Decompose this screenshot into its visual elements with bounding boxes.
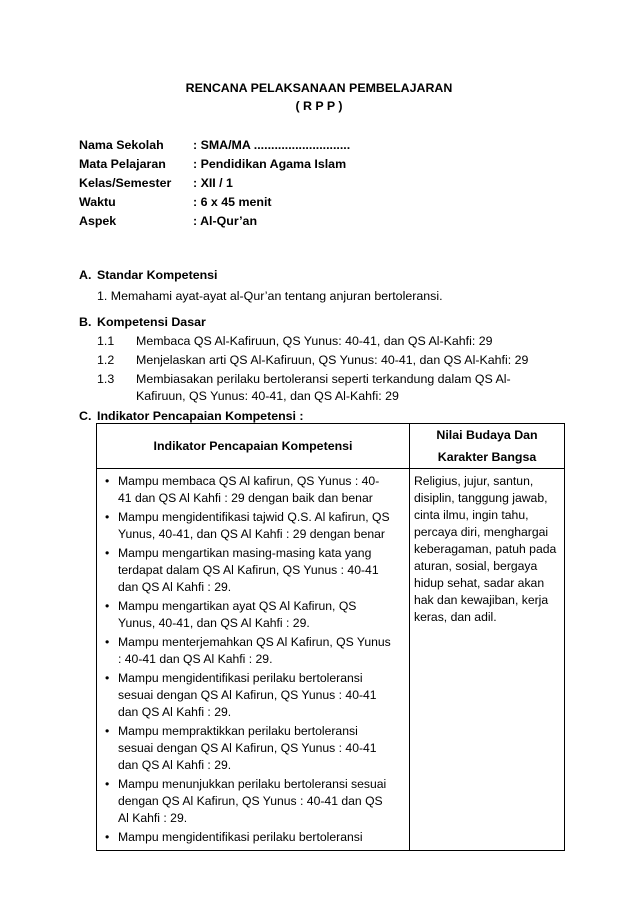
kd-text: Membiasakan perilaku bertoleransi seperti terkandung dalam QS Al-: [136, 372, 511, 386]
section-b-heading: [79, 315, 206, 329]
indicator-item: [97, 670, 409, 721]
section-b-title: Kompetensi Dasar: [97, 315, 206, 329]
kd-text: Membaca QS Al-Kafiruun, QS Yunus: 40-41, dan QS Al-Kahfi: 29: [136, 334, 493, 348]
indicator-line: Mampu menunjukkan perilaku bertoleransi sesuai: [118, 777, 387, 791]
label-mata-pelajaran: Mata Pelajaran: [79, 157, 166, 171]
indicator-item: [97, 829, 409, 846]
section-a-letter: A.: [79, 268, 92, 282]
indicator-line: Mampu mengartikan masing-masing kata yang: [118, 546, 372, 560]
label-nama-sekolah: Nama Sekolah: [79, 138, 164, 152]
nilai-line: keras, dan adil.: [414, 610, 497, 624]
bullet-icon: •: [105, 777, 110, 791]
bullet-icon: •: [105, 546, 110, 560]
indicator-line: dan QS Al Kahfi : 29.: [118, 580, 232, 594]
indicator-table: [96, 423, 565, 851]
indicator-line: Mampu menterjemahkan QS Al Kafirun, QS Yunus: [118, 635, 391, 649]
label-aspek: Aspek: [79, 214, 117, 228]
section-b-letter: B.: [79, 315, 92, 329]
indicator-item: [97, 545, 409, 596]
indicator-line: Mampu mengidentifikasi perilaku bertoleransi: [118, 830, 363, 844]
standar-kompetensi-item: 1. Memahami ayat-ayat al-Qur’an tentang anjuran bertoleransi.: [97, 289, 443, 303]
document-subtitle: ( R P P ): [295, 99, 343, 113]
value-aspek: : Al-Qur’an: [193, 214, 258, 228]
indicator-line: 41 dan QS Al Kahfi : 29 dengan baik dan benar: [118, 491, 373, 505]
indicator-line: sesuai dengan QS Al Kafirun, QS Yunus : 40-41: [118, 741, 377, 755]
nilai-line: Religius, jujur, santun,: [414, 474, 534, 488]
indicator-item: [97, 776, 409, 827]
indicator-line: dengan QS Al Kafirun, QS Yunus : 40-41 dan QS: [118, 794, 383, 808]
indicator-line: Mampu mengidentifikasi tajwid Q.S. Al kafirun, QS: [118, 510, 390, 524]
nilai-cell: [410, 469, 565, 851]
value-waktu: : 6 x 45 menit: [193, 195, 272, 209]
table-body-row: [97, 469, 565, 851]
indicator-line: Mampu membaca QS Al kafirun, QS Yunus : 40-: [118, 474, 380, 488]
section-c-heading: [79, 409, 304, 423]
indicator-line: Yunus, 40-41, dan QS Al Kahfi : 29 dengan benar: [118, 527, 385, 541]
bullet-icon: •: [105, 474, 110, 488]
table-header-row: [97, 424, 565, 469]
nilai-line: disiplin, tanggung jawab,: [414, 491, 548, 505]
header-nilai-budaya: [410, 424, 565, 469]
nilai-line: percaya diri, menghargai: [414, 525, 549, 539]
value-kelas-semester: : XII / 1: [193, 176, 233, 190]
bullet-icon: •: [105, 724, 110, 738]
nilai-line: hidup sehat, sadar akan: [414, 576, 545, 590]
nilai-text: [410, 469, 564, 626]
bullet-icon: •: [105, 510, 110, 524]
indicator-item: [97, 509, 409, 543]
kd-text-continued: Kafiruun, QS Yunus: 40-41, dan QS Al-Kahfi: 29: [136, 389, 399, 403]
section-a-heading: [79, 268, 218, 282]
value-nama-sekolah: : SMA/MA ............................: [193, 138, 351, 152]
section-c-title: Indikator Pencapaian Kompetensi :: [97, 409, 304, 423]
indicator-item: [97, 473, 409, 507]
bullet-icon: •: [105, 671, 110, 685]
kd-number: 1.1: [97, 334, 115, 348]
bullet-icon: •: [105, 635, 110, 649]
indicator-line: dan QS Al Kahfi : 29.: [118, 705, 232, 719]
kd-number: 1.3: [97, 372, 115, 386]
indicator-line: Al Kahfi : 29.: [118, 811, 188, 825]
bullet-icon: •: [105, 599, 110, 613]
indicator-line: Yunus, 40-41, dan QS Al Kahfi : 29.: [118, 616, 310, 630]
indicator-item: [97, 634, 409, 668]
indicator-item: [97, 598, 409, 632]
value-mata-pelajaran: : Pendidikan Agama Islam: [193, 157, 347, 171]
indicator-line: : 40-41 dan QS Al Kahfi : 29.: [118, 652, 273, 666]
document-title: RENCANA PELAKSANAAN PEMBELAJARAN: [185, 81, 453, 95]
header-nilai-line1: Nilai Budaya Dan: [436, 428, 538, 442]
indicator-line: sesuai dengan QS Al Kafirun, QS Yunus : 40-41: [118, 688, 377, 702]
indicator-list: [97, 469, 409, 850]
nilai-line: keberagaman, patuh pada: [414, 542, 557, 556]
indicator-line: Mampu mengartikan ayat QS Al Kafirun, QS: [118, 599, 357, 613]
section-a-title: Standar Kompetensi: [97, 268, 218, 282]
header-indikator: Indikator Pencapaian Kompetensi: [97, 424, 410, 469]
nilai-line: aturan, sosial, bergaya: [414, 559, 538, 573]
bullet-icon: •: [105, 830, 110, 844]
indicator-item: [97, 723, 409, 774]
kd-text: Menjelaskan arti QS Al-Kafiruun, QS Yunus: 40-41, dan QS Al-Kahfi: 29: [136, 353, 529, 367]
kd-number: 1.2: [97, 353, 115, 367]
label-waktu: Waktu: [79, 195, 116, 209]
indicator-line: dan QS Al Kahfi : 29.: [118, 758, 232, 772]
header-nilai-line2: Karakter Bangsa: [437, 450, 537, 464]
section-c-letter: C.: [79, 409, 92, 423]
label-kelas-semester: Kelas/Semester: [79, 176, 172, 190]
indicator-line: Mampu mengidentifikasi perilaku bertoleransi: [118, 671, 363, 685]
nilai-line: hak dan kewajiban, kerja: [414, 593, 549, 607]
indicator-cell: [97, 469, 410, 851]
indicator-line: Mampu mempraktikkan perilaku bertoleransi: [118, 724, 358, 738]
nilai-line: cinta ilmu, ingin tahu,: [414, 508, 529, 522]
indicator-line: terdapat dalam QS Al Kafirun, QS Yunus : 40-41: [118, 563, 379, 577]
